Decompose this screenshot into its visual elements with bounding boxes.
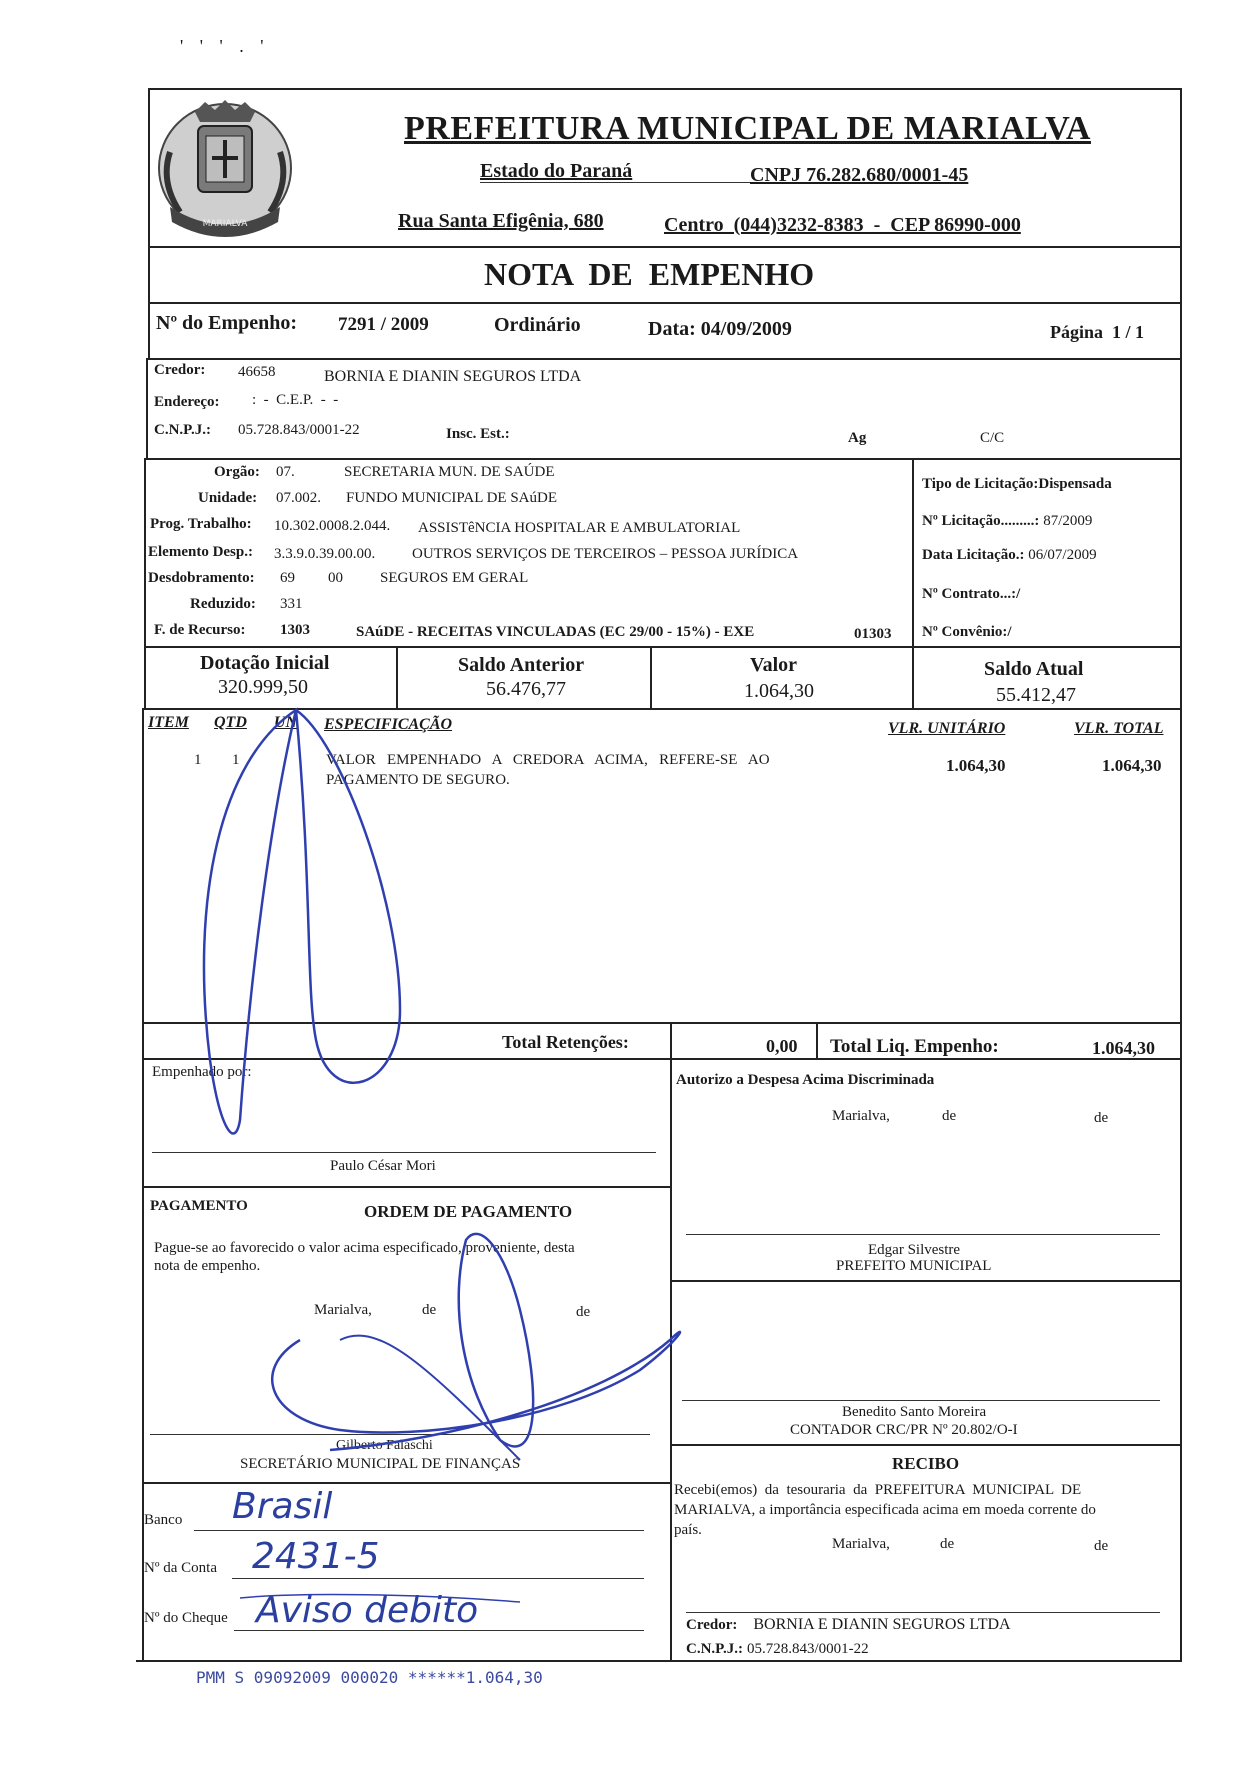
prefeitura-title: PREFEITURA MUNICIPAL DE MARIALVA <box>404 110 1091 147</box>
elemento-desp-name: OUTROS SERVIÇOS DE TERCEIROS – PESSOA JURÍDICA <box>412 546 799 562</box>
reduzido-label: Reduzido: <box>190 596 256 612</box>
prog-trabalho-name: ASSISTêNCIA HOSPITALAR E AMBULATORIAL <box>418 520 741 536</box>
items-header-total-value: VLR. TOTAL <box>1074 720 1164 737</box>
address-label: Rua Santa Efigênia, 680 <box>398 210 604 232</box>
recibo-credor-name: BORNIA E DIANIN SEGUROS LTDA <box>753 1616 1011 1633</box>
prefeito-role: PREFEITO MUNICIPAL <box>836 1258 992 1274</box>
unidade-name: FUNDO MUNICIPAL DE SAúDE <box>346 490 557 506</box>
elemento-desp-label: Elemento Desp.: <box>148 544 253 560</box>
fonte-recurso-label: F. de Recurso: <box>154 622 246 638</box>
total-liquido-label: Total Liq. Empenho: <box>830 1036 999 1057</box>
recibo-line3: país. <box>674 1522 702 1538</box>
dotacao-inicial-value: 320.999,50 <box>218 676 308 698</box>
items-header-unit-value: VLR. UNITÁRIO <box>888 720 1006 737</box>
pagamento-de2: de <box>576 1304 591 1320</box>
district-phone-cep: Centro (044)3232-8383 - CEP 86990-000 <box>664 214 1021 236</box>
pagamento-label: PAGAMENTO <box>150 1198 248 1214</box>
saldo-atual-label: Saldo Atual <box>984 658 1084 680</box>
item-number: 1 <box>194 752 202 768</box>
prog-trabalho-label: Prog. Trabalho: <box>150 516 252 532</box>
recibo-line1: Recebi(emos) da tesouraria da PREFEITURA MUNICIPAL DE <box>674 1482 1082 1498</box>
valor-value: 1.064,30 <box>744 680 814 702</box>
orgao-label: Orgão: <box>214 464 260 480</box>
prefeito-name: Edgar Silvestre <box>868 1242 961 1258</box>
recibo-credor-label: Credor: <box>686 1617 738 1633</box>
cheque-handwritten: Aviso debito <box>256 1590 479 1631</box>
credor-cnpj: 05.728.843/0001-22 <box>238 422 360 438</box>
contador-name: Benedito Santo Moreira <box>842 1404 987 1420</box>
item-unit-value: 1.064,30 <box>946 756 1006 775</box>
credor-code: 46658 <box>238 364 276 380</box>
total-liquido-value: 1.064,30 <box>1092 1038 1155 1058</box>
desdobramento-code2: 00 <box>328 570 343 586</box>
prog-trabalho-code: 10.302.0008.2.044. <box>274 518 391 534</box>
scan-marks: ' ' ' . ' <box>180 36 270 56</box>
desdobramento-label: Desdobramento: <box>148 570 255 586</box>
numero-licitacao-label: Nº Licitação.........: <box>922 513 1040 529</box>
recibo-cnpj: 05.728.843/0001-22 <box>746 1641 869 1657</box>
validation-stamp: PMM S 09092009 000020 ******1.064,30 <box>196 1668 543 1687</box>
ordem-pagamento-label: ORDEM DE PAGAMENTO <box>364 1202 573 1221</box>
fonte-recurso-name: SAúDE - RECEITAS VINCULADAS (EC 29/00 - 15%) - EXE <box>356 624 755 640</box>
banco-label: Banco <box>144 1512 183 1528</box>
desdobramento-name: SEGUROS EM GERAL <box>380 570 529 586</box>
items-header-qtd: QTD <box>214 714 247 731</box>
empenho-date: Data: 04/09/2009 <box>648 318 792 340</box>
recibo-place: Marialva, <box>832 1536 890 1552</box>
recibo-title: RECIBO <box>892 1454 960 1473</box>
autorizo-de2: de <box>1094 1110 1109 1126</box>
saldo-atual-value: 55.412,47 <box>996 684 1076 706</box>
contador-role: CONTADOR CRC/PR Nº 20.802/O-I <box>790 1422 1018 1438</box>
svg-text:MARIALVA: MARIALVA <box>202 219 248 229</box>
reduzido-code: 331 <box>280 596 303 612</box>
recibo-cnpj-label: C.N.P.J.: <box>686 1641 743 1657</box>
empenho-type: Ordinário <box>494 314 581 336</box>
tipo-licitacao: Tipo de Licitação:Dispensada <box>922 476 1112 492</box>
banco-handwritten: Brasil <box>232 1486 333 1527</box>
empenho-number: 7291 / 2009 <box>338 314 429 335</box>
credor-name: BORNIA E DIANIN SEGUROS LTDA <box>324 368 582 385</box>
credor-address: : - C.E.P. - - <box>252 392 339 408</box>
dotacao-inicial-label: Dotação Inicial <box>200 652 330 674</box>
saldo-anterior-label: Saldo Anterior <box>458 654 585 676</box>
items-header-un: UN <box>274 714 298 731</box>
item-total-value: 1.064,30 <box>1102 756 1162 775</box>
agency-label: Ag <box>848 430 867 446</box>
orgao-name: SECRETARIA MUN. DE SAÚDE <box>344 464 555 480</box>
orgao-code: 07. <box>276 464 295 480</box>
unidade-code: 07.002. <box>276 490 321 506</box>
conta-handwritten: 2431-5 <box>252 1536 380 1577</box>
address-field-label: Endereço: <box>154 394 220 410</box>
total-retencoes-label: Total Retenções: <box>502 1032 629 1052</box>
recibo-line2: MARIALVA, a importância especificada acima em moeda corrente do <box>674 1502 1096 1518</box>
items-header-item: ITEM <box>148 714 189 731</box>
pagamento-text-line2: nota de empenho. <box>154 1258 261 1274</box>
autorizo-place: Marialva, <box>832 1108 890 1124</box>
autorizo-de1: de <box>942 1108 957 1124</box>
item-description-line2: PAGAMENTO DE SEGURO. <box>326 772 510 788</box>
valor-label: Valor <box>750 654 798 676</box>
data-licitacao-label: Data Licitação.: <box>922 547 1025 563</box>
data-licitacao: 06/07/2009 <box>1024 547 1097 563</box>
autorizo-label: Autorizo a Despesa Acima Discriminada <box>676 1072 935 1088</box>
credor-cnpj-label: C.N.P.J.: <box>154 422 211 438</box>
item-qtd: 1 <box>232 752 240 768</box>
desdobramento-code1: 69 <box>280 570 295 586</box>
insc-est-label: Insc. Est.: <box>446 426 510 442</box>
empenhado-por-label: Empenhado por: <box>152 1064 252 1080</box>
numero-contrato: Nº Contrato...:/ <box>922 586 1021 602</box>
document-title: NOTA DE EMPENHO <box>484 256 815 292</box>
recibo-de1: de <box>940 1536 955 1552</box>
account-label: C/C <box>980 430 1005 446</box>
recibo-de2: de <box>1094 1538 1109 1554</box>
empenho-number-label: Nº do Empenho: <box>156 312 298 334</box>
pagamento-place: Marialva, <box>314 1302 372 1318</box>
secretario-name: Gilberto Falaschi <box>336 1438 433 1453</box>
cnpj-label: CNPJ 76.282.680/0001-45 <box>750 164 969 186</box>
numero-licitacao: 87/2009 <box>1039 513 1093 529</box>
saldo-anterior-value: 56.476,77 <box>486 678 566 700</box>
pagamento-de1: de <box>422 1302 437 1318</box>
items-header-especificacao: ESPECIFICAÇÃO <box>324 716 453 733</box>
fonte-recurso-code2: 01303 <box>854 626 892 642</box>
municipal-coat-of-arms <box>150 92 300 244</box>
conta-label: Nº da Conta <box>144 1560 217 1576</box>
secretario-role: SECRETÁRIO MUNICIPAL DE FINANÇAS <box>240 1456 521 1472</box>
fonte-recurso-code: 1303 <box>280 622 310 638</box>
empenhado-por-name: Paulo César Mori <box>330 1158 436 1174</box>
cheque-label: Nº do Cheque <box>144 1610 228 1626</box>
credor-label: Credor: <box>154 362 206 378</box>
item-description-line1: VALOR EMPENHADO A CREDORA ACIMA, REFERE-SE AO <box>326 752 770 768</box>
total-retencoes-value: 0,00 <box>766 1036 798 1056</box>
pagamento-text-line1: Pague-se ao favorecido o valor acima especificado, proveniente, desta <box>154 1240 575 1256</box>
state-label: Estado do Paraná <box>480 160 633 182</box>
page-indicator: Página 1 / 1 <box>1050 322 1145 342</box>
elemento-desp-code: 3.3.9.0.39.00.00. <box>274 546 376 562</box>
numero-convenio: Nº Convênio:/ <box>922 624 1012 640</box>
unidade-label: Unidade: <box>198 490 258 506</box>
